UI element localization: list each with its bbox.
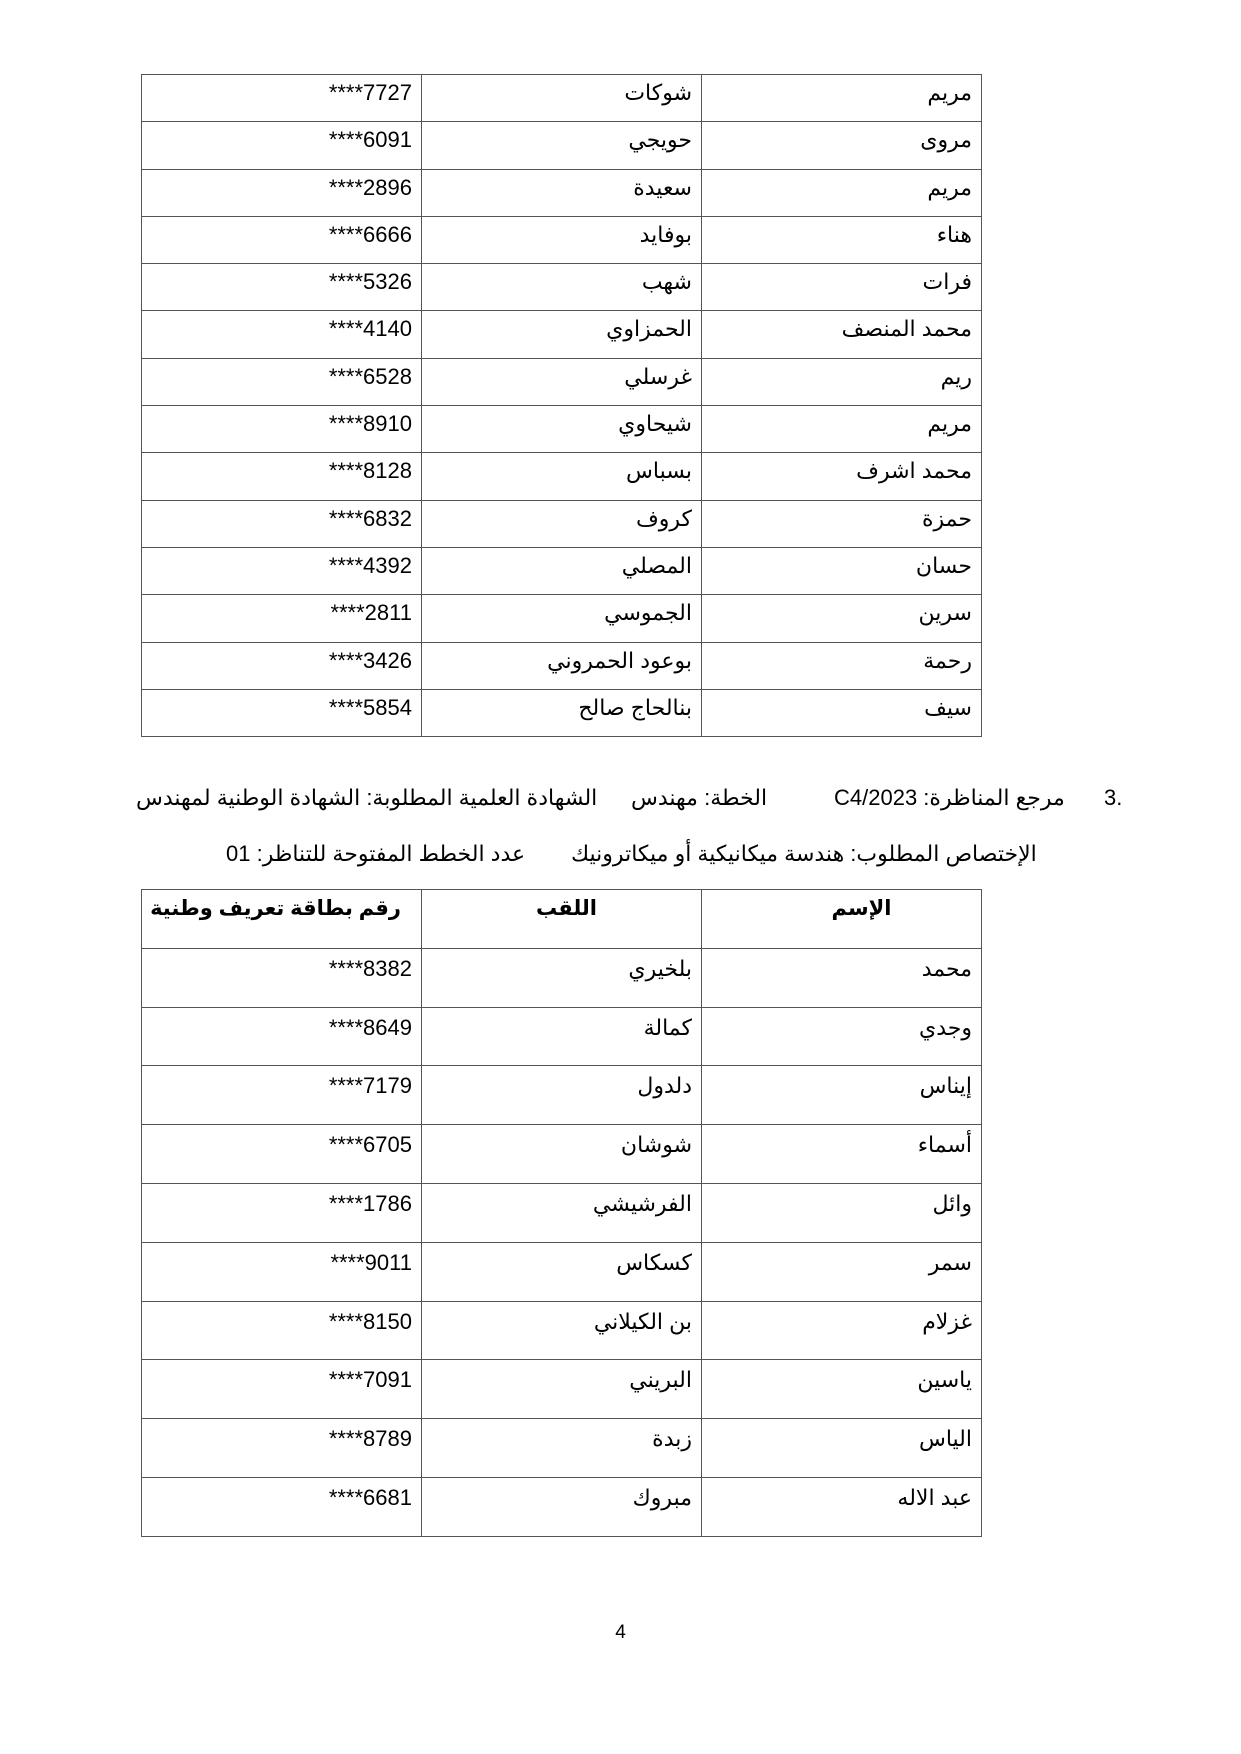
surname-cell: شوكات (422, 75, 702, 122)
id-card-cell: ****8789 (142, 1419, 422, 1478)
header-surname: اللقب (422, 890, 702, 949)
id-card-cell: ****7179 (142, 1066, 422, 1125)
name-cell: إيناس (702, 1066, 982, 1125)
id-card-cell: ****8649 (142, 1007, 422, 1066)
header-id-card: رقم بطاقة تعريف وطنية (142, 890, 422, 949)
name-cell: الياس (702, 1419, 982, 1478)
id-card-cell: ****6705 (142, 1125, 422, 1184)
surname-cell: شوشان (422, 1125, 702, 1184)
table-row (142, 264, 982, 311)
name-cell: سرين (702, 595, 982, 642)
table-row (142, 75, 982, 122)
candidates-table-2 (141, 889, 982, 1537)
surname-cell: كمالة (422, 1007, 702, 1066)
id-card-cell: ****6681 (142, 1477, 422, 1536)
name-cell: رحمة (702, 642, 982, 689)
id-card-cell: ****6528 (142, 358, 422, 405)
name-cell: محمد (702, 948, 982, 1007)
id-card-cell: ****7727 (142, 75, 422, 122)
name-cell: غزلام (702, 1301, 982, 1360)
table-row (142, 547, 982, 594)
id-card-cell: ****5326 (142, 264, 422, 311)
table-row (142, 216, 982, 263)
name-cell: وجدي (702, 1007, 982, 1066)
table-row (142, 1301, 982, 1360)
table-row (142, 1066, 982, 1125)
surname-cell: بن الكيلاني (422, 1301, 702, 1360)
surname-cell: بنالحاج صالح (422, 689, 702, 736)
surname-cell: غرسلي (422, 358, 702, 405)
table-row (142, 1360, 982, 1419)
surname-cell: بوفايد (422, 216, 702, 263)
id-card-cell: ****8910 (142, 406, 422, 453)
name-cell: ياسين (702, 1360, 982, 1419)
name-cell: فرات (702, 264, 982, 311)
surname-cell: بلخيري (422, 948, 702, 1007)
name-cell: مروى (702, 122, 982, 169)
id-card-cell: ****5854 (142, 689, 422, 736)
table-row (142, 1007, 982, 1066)
id-card-cell: ****6832 (142, 500, 422, 547)
table-row (142, 406, 982, 453)
name-cell: عبد الاله (702, 1477, 982, 1536)
surname-cell: الجموسي (422, 595, 702, 642)
id-card-cell: ****2811 (142, 595, 422, 642)
name-cell: مريم (702, 75, 982, 122)
open-positions-count: عدد الخطط المفتوحة للتناظر: 01 (226, 841, 526, 866)
id-card-cell: ****3426 (142, 642, 422, 689)
name-cell: هناء (702, 216, 982, 263)
surname-cell: الفرشيشي (422, 1183, 702, 1242)
id-card-cell: ****8382 (142, 948, 422, 1007)
table-row (142, 1419, 982, 1478)
surname-cell: دلدول (422, 1066, 702, 1125)
id-card-cell: ****9011 (142, 1242, 422, 1301)
section-number: 3. (1104, 785, 1123, 810)
table-row (142, 169, 982, 216)
surname-cell: زبدة (422, 1419, 702, 1478)
id-card-cell: ****6091 (142, 122, 422, 169)
plan-label: الخطة: مهندس (631, 785, 768, 810)
id-card-cell: ****4392 (142, 547, 422, 594)
table-row (142, 311, 982, 358)
surname-cell: المصلي (422, 547, 702, 594)
surname-cell: حويجي (422, 122, 702, 169)
table-row (142, 1183, 982, 1242)
name-cell: محمد المنصف (702, 311, 982, 358)
table-row (142, 1477, 982, 1536)
table-row (142, 595, 982, 642)
header-name: الإسم (702, 890, 982, 949)
surname-cell: بوعود الحمروني (422, 642, 702, 689)
name-cell: وائل (702, 1183, 982, 1242)
table-row (142, 453, 982, 500)
name-cell: سمر (702, 1242, 982, 1301)
surname-cell: البريني (422, 1360, 702, 1419)
candidates-table-1 (141, 74, 982, 737)
competition-reference: مرجع المناظرة: C4/2023 (834, 785, 1065, 810)
surname-cell: كروف (422, 500, 702, 547)
surname-cell: بسباس (422, 453, 702, 500)
surname-cell: مبروك (422, 1477, 702, 1536)
id-card-cell: ****8128 (142, 453, 422, 500)
name-cell: مريم (702, 169, 982, 216)
id-card-cell: ****2896 (142, 169, 422, 216)
table-row (142, 642, 982, 689)
table-row (142, 358, 982, 405)
required-certificate: الشهادة العلمية المطلوبة: الشهادة الوطنية لمهندس (136, 785, 598, 810)
page-number: 4 (615, 1622, 626, 1643)
name-cell: أسماء (702, 1125, 982, 1184)
name-cell: حمزة (702, 500, 982, 547)
table-row (142, 948, 982, 1007)
surname-cell: كسكاس (422, 1242, 702, 1301)
table-row (142, 689, 982, 736)
id-card-cell: ****7091 (142, 1360, 422, 1419)
surname-cell: شهب (422, 264, 702, 311)
required-specialty: الإختصاص المطلوب: هندسة ميكانيكية أو ميكاترونيك (571, 841, 1037, 866)
id-card-cell: ****1786 (142, 1183, 422, 1242)
table-row (142, 1242, 982, 1301)
name-cell: سيف (702, 689, 982, 736)
name-cell: حسان (702, 547, 982, 594)
table-row (142, 500, 982, 547)
table-row (142, 122, 982, 169)
table-header-row (142, 890, 982, 949)
id-card-cell: ****4140 (142, 311, 422, 358)
id-card-cell: ****8150 (142, 1301, 422, 1360)
surname-cell: الحمزاوي (422, 311, 702, 358)
id-card-cell: ****6666 (142, 216, 422, 263)
surname-cell: سعيدة (422, 169, 702, 216)
name-cell: مريم (702, 406, 982, 453)
table-row (142, 1125, 982, 1184)
surname-cell: شيحاوي (422, 406, 702, 453)
name-cell: محمد اشرف (702, 453, 982, 500)
name-cell: ريم (702, 358, 982, 405)
